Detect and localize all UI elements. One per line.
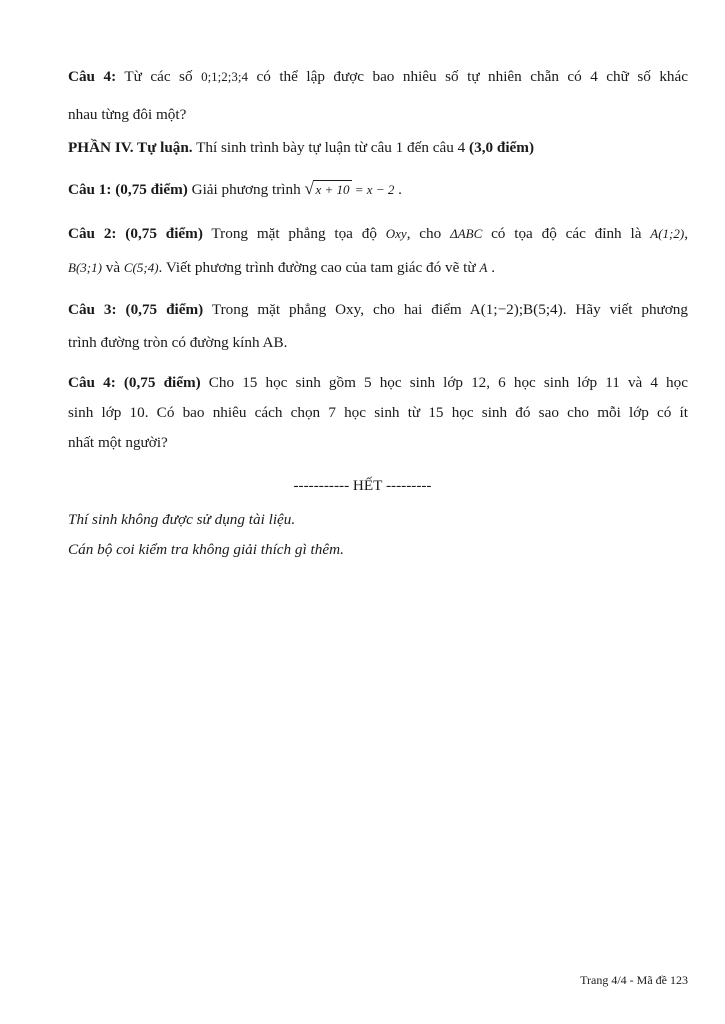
equation-rhs: = x − 2	[351, 182, 395, 197]
essay-question-2-line-2	[68, 258, 688, 278]
question-label: Câu 4: (0,75 điểm)	[68, 374, 201, 391]
question-text: Trong mặt phẳng tọa độ	[202, 225, 386, 242]
essay-question-3-line-1	[68, 300, 688, 320]
question-text: . Viết phương trình đường cao của tam giác đó vẽ từ	[158, 259, 480, 276]
section-instructions: Thí sinh trình bày tự luận từ câu 1 đến câu 4	[192, 139, 470, 156]
math-point-b: B(3;1)	[68, 260, 102, 275]
mc-question-4-line-2	[68, 105, 688, 125]
end-marker: ----------- HẾT ---------	[293, 477, 432, 494]
sqrt-argument: x + 10	[315, 182, 350, 197]
question-text: Cho 15 học sinh gồm 5 học sinh lớp 12, 6 học sinh lớp 11 và 4 học	[200, 374, 688, 391]
question-label: Câu 3: (0,75 điểm)	[68, 301, 204, 318]
mc-question-4-line-1	[68, 67, 688, 87]
essay-question-4-line-2	[68, 403, 688, 423]
math-vertex: A	[479, 260, 488, 275]
question-text: Trong mặt phẳng Oxy, cho hai điểm	[203, 301, 470, 318]
question-text: Giải phương trình	[187, 181, 305, 198]
sqrt-icon: √	[304, 179, 314, 198]
page-footer: Trang 4/4 - Mã đề 123	[580, 973, 688, 987]
math-point-a: A(1;2)	[650, 226, 685, 241]
section-points: (3,0 điểm)	[469, 139, 535, 156]
note-no-materials: Thí sinh không được sử dụng tài liệu.	[68, 511, 296, 528]
math-point-c: C(5;4)	[123, 260, 159, 275]
math-points: A(1;−2);B(5;4)	[469, 301, 563, 318]
question-text: và	[101, 259, 124, 276]
question-text: trình đường tròn có đường kính AB.	[68, 334, 288, 351]
question-text: Từ các số	[116, 68, 202, 85]
question-text: nhau từng đôi một?	[68, 106, 187, 123]
section-title: PHẦN IV. Tự luận.	[68, 139, 193, 156]
question-text: , cho	[406, 225, 451, 242]
math-triangle: ΔABC	[450, 226, 483, 241]
essay-question-3-line-2	[68, 333, 688, 353]
question-label: Câu 1: (0,75 điểm)	[68, 181, 188, 198]
essay-question-1	[68, 180, 688, 200]
essay-question-4-line-3	[68, 433, 688, 453]
essay-question-4-line-1	[68, 373, 688, 393]
question-text: . Hãy viết phương	[562, 301, 688, 318]
math-oxy: Oxy	[385, 226, 407, 241]
question-text: có thể lập được bao nhiêu số tự nhiên chẵn có 4 chữ số khác	[248, 68, 689, 85]
punctuation: .	[487, 259, 495, 276]
essay-question-2-line-1	[68, 224, 688, 244]
punctuation: .	[394, 181, 402, 198]
question-text: sinh lớp 10. Có bao nhiêu cách chọn 7 học sinh từ 15 học sinh đó sao cho mỗi lớp có ít	[68, 404, 688, 421]
question-text: nhất một người?	[68, 434, 168, 451]
math-equation	[304, 180, 351, 200]
question-text: có tọa độ các đỉnh là	[482, 225, 651, 242]
note-no-explanation: Cán bộ coi kiểm tra không giải thích gì thêm.	[68, 541, 344, 558]
question-label: Câu 2: (0,75 điểm)	[68, 225, 203, 242]
part-4-heading	[68, 138, 688, 158]
math-digits: 0;1;2;3;4	[201, 69, 249, 84]
punctuation: ,	[684, 225, 688, 242]
question-label: Câu 4:	[68, 68, 117, 85]
